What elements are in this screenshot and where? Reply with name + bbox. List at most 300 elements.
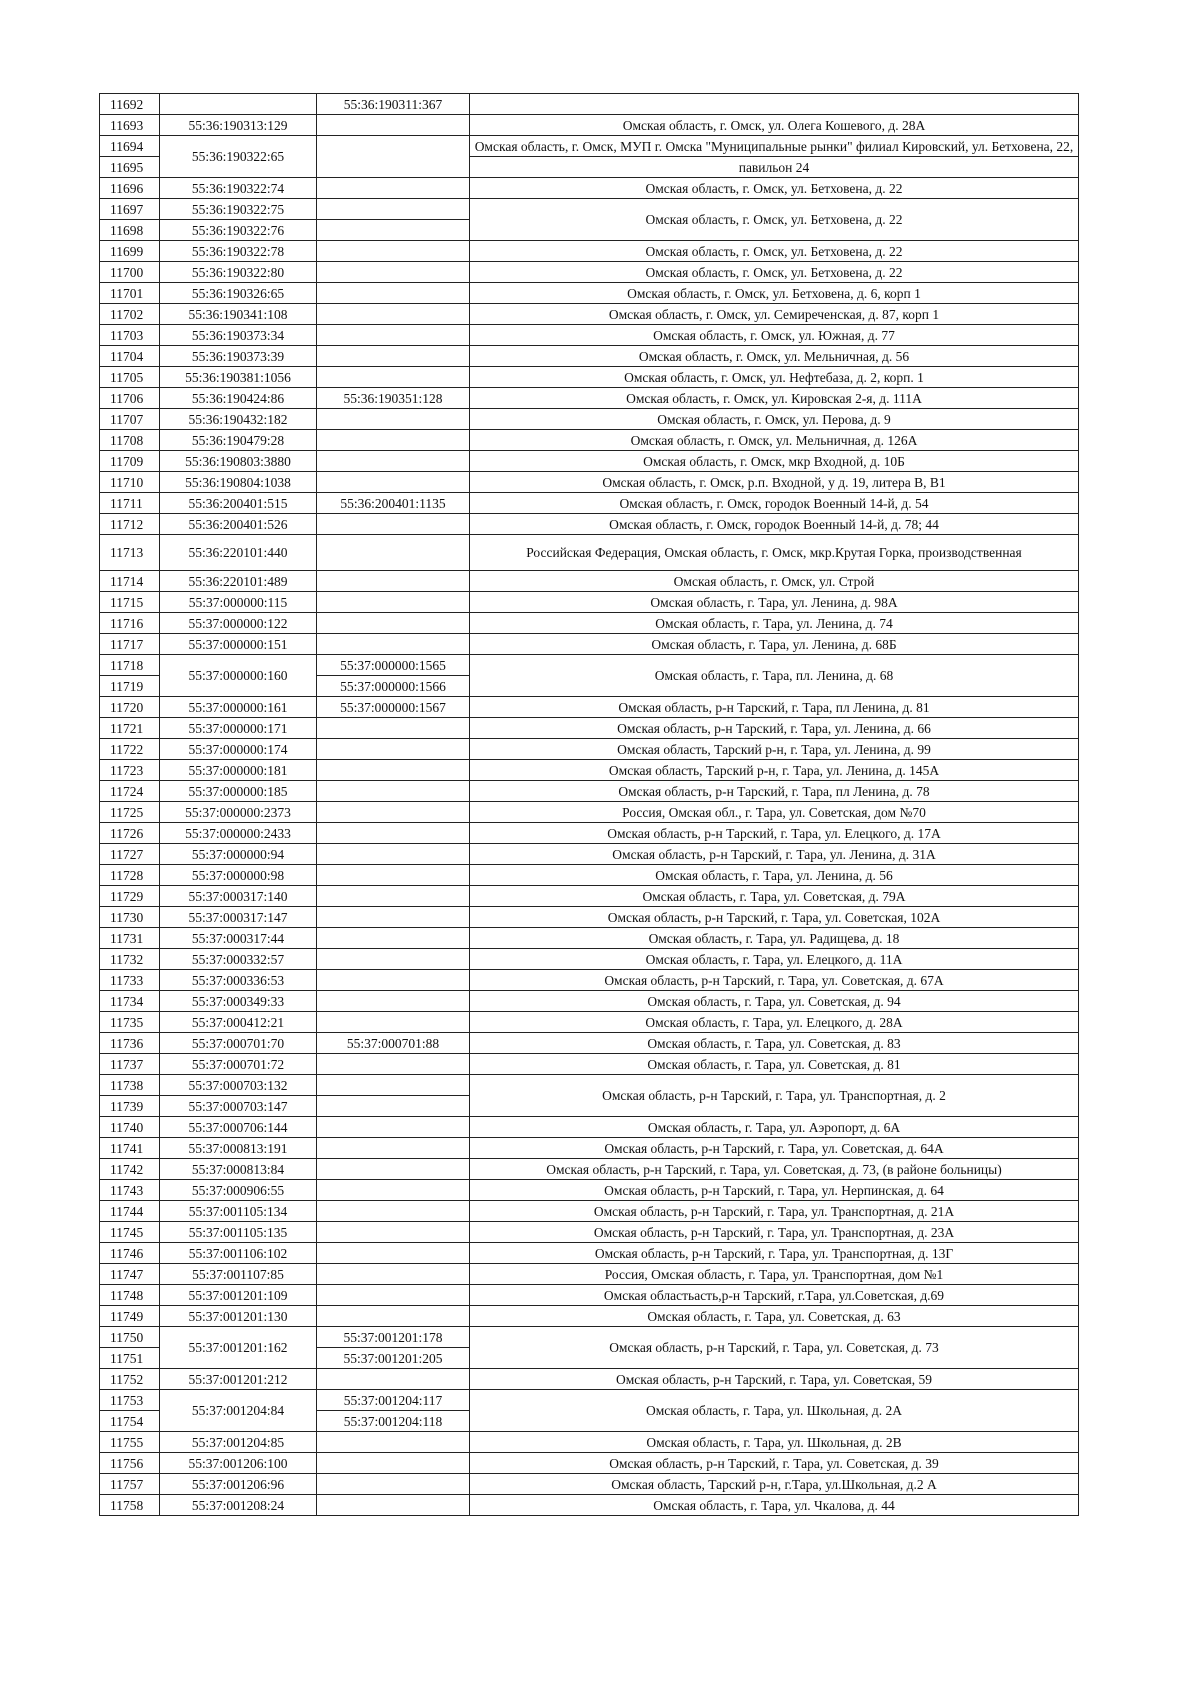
row-number: 11736 [100,1033,160,1054]
address: Омская область, р-н Тарский, г. Тара, ул. Советская, д. 67А [470,970,1079,991]
row-number: 11742 [100,1159,160,1180]
table-row [100,1138,1079,1159]
related-cadastral-number [317,970,470,991]
row-number: 11747 [100,1264,160,1285]
row-number: 11718 [100,655,160,676]
row-number: 11705 [100,367,160,388]
table-row [100,1306,1079,1327]
related-cadastral-number [317,592,470,613]
address: Омская область, г. Тара, ул. Советская, д. 63 [470,1306,1079,1327]
table-row [100,697,1079,718]
address: Омская область, г. Омск, МУП г. Омска "Муниципальные рынки" филиал Кировский, ул. Бетховена, 22, [470,136,1079,157]
related-cadastral-number [317,718,470,739]
row-number: 11737 [100,1054,160,1075]
address: Омская область, г. Омск, городок Военный 14-й, д. 54 [470,493,1079,514]
related-cadastral-number [317,241,470,262]
cadastral-number: 55:36:190373:34 [160,325,317,346]
address: Омская область, г. Омск, ул. Бетховена, д. 22 [470,199,1079,241]
cadastral-number: 55:37:000000:94 [160,844,317,865]
cadastral-number: 55:37:001106:102 [160,1243,317,1264]
cadastral-number: 55:37:000703:132 [160,1075,317,1096]
related-cadastral-number [317,304,470,325]
row-number: 11711 [100,493,160,514]
address: Омская область, г. Тара, ул. Советская, д. 94 [470,991,1079,1012]
cadastral-number: 55:37:000000:185 [160,781,317,802]
row-number: 11757 [100,1474,160,1495]
table-row [100,1117,1079,1138]
cadastral-number: 55:37:000000:174 [160,739,317,760]
row-number: 11720 [100,697,160,718]
address: Омская область, г. Омск, ул. Строй [470,571,1079,592]
related-cadastral-number [317,472,470,493]
table-row [100,886,1079,907]
address: Омская область, г. Омск, ул. Кировская 2-я, д. 111А [470,388,1079,409]
cadastral-number: 55:36:200401:515 [160,493,317,514]
related-cadastral-number [317,409,470,430]
cadastral-number: 55:37:001208:24 [160,1495,317,1516]
related-cadastral-number [317,136,470,178]
related-cadastral-number [317,1306,470,1327]
cadastral-number: 55:37:001206:100 [160,1453,317,1474]
address: Омская область, г. Тара, ул. Ленина, д. 98А [470,592,1079,613]
cadastral-number: 55:37:000000:160 [160,655,317,697]
address: Омская область, р-н Тарский, г. Тара, ул. Советская, 59 [470,1369,1079,1390]
row-number: 11692 [100,94,160,115]
table-row [100,262,1079,283]
address: Омская область, р-н Тарский, г. Тара, ул. Советская, 102А [470,907,1079,928]
row-number: 11727 [100,844,160,865]
address: Россия, Омская область, г. Тара, ул. Транспортная, дом №1 [470,1264,1079,1285]
address: Омская область, г. Омск, ул. Семиреченская, д. 87, корп 1 [470,304,1079,325]
row-number: 11758 [100,1495,160,1516]
row-number: 11713 [100,535,160,571]
related-cadastral-number: 55:37:000000:1565 [317,655,470,676]
table-row [100,802,1079,823]
table-row [100,1453,1079,1474]
table-row [100,907,1079,928]
row-number: 11704 [100,346,160,367]
table-row [100,1243,1079,1264]
cadastral-number: 55:37:000000:161 [160,697,317,718]
cadastral-number: 55:37:001201:130 [160,1306,317,1327]
address: Омская область, г. Тара, ул. Ленина, д. 68Б [470,634,1079,655]
table-row [100,409,1079,430]
table-row [100,178,1079,199]
row-number: 11735 [100,1012,160,1033]
address: Омская область, г. Омск, ул. Бетховена, д. 6, корп 1 [470,283,1079,304]
cadastral-number: 55:36:190424:86 [160,388,317,409]
row-number: 11730 [100,907,160,928]
cadastral-number: 55:37:000000:122 [160,613,317,634]
table-row [100,472,1079,493]
table-row [100,1495,1079,1516]
cadastral-number: 55:37:000706:144 [160,1117,317,1138]
table-row [100,1474,1079,1495]
cadastral-number: 55:37:000000:115 [160,592,317,613]
row-number: 11722 [100,739,160,760]
cadastral-number: 55:37:000000:2433 [160,823,317,844]
row-number: 11721 [100,718,160,739]
related-cadastral-number [317,1264,470,1285]
row-number: 11715 [100,592,160,613]
cadastral-number: 55:37:001105:134 [160,1201,317,1222]
table-row [100,1222,1079,1243]
cadastral-number: 55:36:190479:28 [160,430,317,451]
cadastral-number: 55:37:001107:85 [160,1264,317,1285]
cadastral-number: 55:37:000317:44 [160,928,317,949]
table-row [100,430,1079,451]
related-cadastral-number: 55:37:001204:117 [317,1390,470,1411]
address: Омская область, г. Тара, ул. Школьная, д. 2В [470,1432,1079,1453]
address: Омская область, г. Омск, ул. Мельничная, д. 126А [470,430,1079,451]
table-row [100,451,1079,472]
related-cadastral-number [317,1117,470,1138]
related-cadastral-number [317,613,470,634]
address: Омская область, р-н Тарский, г. Тара, ул. Ленина, д. 31А [470,844,1079,865]
row-number: 11697 [100,199,160,220]
table-row [100,781,1079,802]
address: Омская область, р-н Тарский, г. Тара, пл Ленина, д. 81 [470,697,1079,718]
related-cadastral-number [317,115,470,136]
cadastral-number: 55:36:190373:39 [160,346,317,367]
address: Омская область, г. Омск, р.п. Входной, у д. 19, литера В, В1 [470,472,1079,493]
row-number: 11754 [100,1411,160,1432]
address: Омская область, р-н Тарский, г. Тара, ул. Советская, д. 39 [470,1453,1079,1474]
related-cadastral-number [317,1222,470,1243]
address: Омская область, Тарский р-н, г. Тара, ул. Ленина, д. 99 [470,739,1079,760]
related-cadastral-number [317,1474,470,1495]
row-number: 11728 [100,865,160,886]
address: Омская область, г. Омск, ул. Олега Кошевого, д. 28А [470,115,1079,136]
row-number: 11749 [100,1306,160,1327]
related-cadastral-number [317,220,470,241]
address: Омская область, г. Тара, ул. Школьная, д. 2А [470,1390,1079,1432]
cadastral-number: 55:37:001204:85 [160,1432,317,1453]
table-row [100,493,1079,514]
row-number: 11693 [100,115,160,136]
row-number: 11717 [100,634,160,655]
address: Омская областьасть,р-н Тарский, г.Тара, ул.Советская, д.69 [470,1285,1079,1306]
cadastral-number: 55:37:000000:151 [160,634,317,655]
table-row [100,388,1079,409]
table-row [100,634,1079,655]
address: Омская область, г. Омск, ул. Бетховена, д. 22 [470,262,1079,283]
row-number: 11698 [100,220,160,241]
related-cadastral-number [317,1453,470,1474]
address: Омская область, г. Омск, ул. Бетховена, д. 22 [470,178,1079,199]
address: Омская область, г. Тара, ул. Советская, д. 81 [470,1054,1079,1075]
related-cadastral-number [317,823,470,844]
address: Россия, Омская обл., г. Тара, ул. Советская, дом №70 [470,802,1079,823]
row-number: 11746 [100,1243,160,1264]
table-row [100,970,1079,991]
related-cadastral-number [317,1243,470,1264]
row-number: 11752 [100,1369,160,1390]
cadastral-number: 55:36:190322:78 [160,241,317,262]
table-row [100,367,1079,388]
row-number: 11729 [100,886,160,907]
related-cadastral-number [317,886,470,907]
address: Омская область, г. Тара, ул. Елецкого, д. 11А [470,949,1079,970]
address: Омская область, г. Тара, ул. Советская, д. 83 [470,1033,1079,1054]
related-cadastral-number [317,739,470,760]
related-cadastral-number [317,514,470,535]
table-row [100,1432,1079,1453]
row-number: 11751 [100,1348,160,1369]
table-row [100,1369,1079,1390]
table-row [100,991,1079,1012]
row-number: 11714 [100,571,160,592]
cadastral-number: 55:37:000000:98 [160,865,317,886]
table-row [100,514,1079,535]
row-number: 11695 [100,157,160,178]
row-number: 11724 [100,781,160,802]
cadastral-number: 55:37:001204:84 [160,1390,317,1432]
row-number: 11732 [100,949,160,970]
cadastral-number: 55:36:190322:74 [160,178,317,199]
row-number: 11700 [100,262,160,283]
related-cadastral-number: 55:37:001201:205 [317,1348,470,1369]
row-number: 11756 [100,1453,160,1474]
table-row [100,844,1079,865]
related-cadastral-number [317,949,470,970]
related-cadastral-number [317,1285,470,1306]
related-cadastral-number [317,1012,470,1033]
address: Омская область, г. Тара, ул. Аэропорт, д. 6А [470,1117,1079,1138]
row-number: 11743 [100,1180,160,1201]
related-cadastral-number [317,634,470,655]
related-cadastral-number [317,1054,470,1075]
address: Омская область, р-н Тарский, г. Тара, ул. Транспортная, д. 21А [470,1201,1079,1222]
related-cadastral-number [317,1369,470,1390]
table-row [100,1012,1079,1033]
cadastral-number: 55:36:190322:80 [160,262,317,283]
cadastral-number: 55:36:190381:1056 [160,367,317,388]
related-cadastral-number [317,1432,470,1453]
table-row [100,928,1079,949]
row-number: 11748 [100,1285,160,1306]
related-cadastral-number: 55:36:200401:1135 [317,493,470,514]
address: павильон 24 [470,157,1079,178]
row-number: 11708 [100,430,160,451]
table-row [100,325,1079,346]
related-cadastral-number: 55:37:000000:1566 [317,676,470,697]
row-number: 11706 [100,388,160,409]
table-row [100,136,1079,157]
related-cadastral-number [317,346,470,367]
registry-table [99,93,1079,1516]
table-row [100,1054,1079,1075]
address: Омская область, г. Омск, ул. Нефтебаза, д. 2, корп. 1 [470,367,1079,388]
table-row [100,1327,1079,1348]
table-row [100,241,1079,262]
cadastral-number: 55:37:000000:171 [160,718,317,739]
cadastral-number: 55:37:000813:84 [160,1159,317,1180]
address: Омская область, г. Тара, ул. Чкалова, д. 44 [470,1495,1079,1516]
cadastral-number: 55:37:000000:2373 [160,802,317,823]
cadastral-number: 55:36:190322:65 [160,136,317,178]
address: Омская область, р-н Тарский, г. Тара, ул. Ленина, д. 66 [470,718,1079,739]
related-cadastral-number [317,199,470,220]
related-cadastral-number [317,802,470,823]
row-number: 11726 [100,823,160,844]
address: Омская область, г. Тара, ул. Советская, д. 79А [470,886,1079,907]
address: Омская область, р-н Тарский, г. Тара, ул. Советская, д. 64А [470,1138,1079,1159]
address: Омская область, г. Тара, ул. Ленина, д. 74 [470,613,1079,634]
cadastral-number: 55:36:190803:3880 [160,451,317,472]
related-cadastral-number [317,991,470,1012]
cadastral-number: 55:37:000000:181 [160,760,317,781]
address: Омская область, р-н Тарский, г. Тара, ул. Транспортная, д. 23А [470,1222,1079,1243]
cadastral-number: 55:36:220101:489 [160,571,317,592]
cadastral-number: 55:36:190432:182 [160,409,317,430]
address: Омская область, р-н Тарский, г. Тара, ул. Транспортная, д. 2 [470,1075,1079,1117]
related-cadastral-number [317,1201,470,1222]
table-row [100,613,1079,634]
cadastral-number [160,94,317,115]
row-number: 11696 [100,178,160,199]
cadastral-number: 55:36:220101:440 [160,535,317,571]
address: Омская область, Тарский р-н, г.Тара, ул.Школьная, д.2 А [470,1474,1079,1495]
related-cadastral-number [317,1075,470,1096]
table-row [100,865,1079,886]
address [470,94,1079,115]
related-cadastral-number [317,760,470,781]
table-row [100,592,1079,613]
cadastral-number: 55:37:000349:33 [160,991,317,1012]
cadastral-number: 55:36:190322:75 [160,199,317,220]
row-number: 11734 [100,991,160,1012]
table-row [100,718,1079,739]
table-row [100,1390,1079,1411]
related-cadastral-number [317,1495,470,1516]
cadastral-number: 55:36:190341:108 [160,304,317,325]
table-row [100,94,1079,115]
related-cadastral-number: 55:37:000701:88 [317,1033,470,1054]
related-cadastral-number [317,907,470,928]
related-cadastral-number [317,535,470,571]
cadastral-number: 55:37:000906:55 [160,1180,317,1201]
registry-table-body [100,94,1079,1516]
related-cadastral-number: 55:36:190351:128 [317,388,470,409]
related-cadastral-number [317,367,470,388]
related-cadastral-number [317,451,470,472]
table-row [100,535,1079,571]
cadastral-number: 55:37:000336:53 [160,970,317,991]
related-cadastral-number [317,1138,470,1159]
address: Омская область, г. Омск, городок Военный 14-й, д. 78; 44 [470,514,1079,535]
address: Омская область, г. Тара, пл. Ленина, д. 68 [470,655,1079,697]
cadastral-number: 55:37:000317:147 [160,907,317,928]
related-cadastral-number [317,283,470,304]
table-row [100,283,1079,304]
row-number: 11750 [100,1327,160,1348]
address: Омская область, г. Тара, ул. Радищева, д. 18 [470,928,1079,949]
cadastral-number: 55:36:190804:1038 [160,472,317,493]
row-number: 11719 [100,676,160,697]
cadastral-number: 55:36:200401:526 [160,514,317,535]
cadastral-number: 55:37:000813:191 [160,1138,317,1159]
address: Омская область, г. Тара, ул. Елецкого, д. 28А [470,1012,1079,1033]
address: Российская Федерация, Омская область, г. Омск, мкр.Крутая Горка, производственная [470,535,1079,571]
related-cadastral-number: 55:37:001201:178 [317,1327,470,1348]
address: Омская область, Тарский р-н, г. Тара, ул. Ленина, д. 145А [470,760,1079,781]
address: Омская область, г. Тара, ул. Ленина, д. 56 [470,865,1079,886]
related-cadastral-number [317,865,470,886]
row-number: 11703 [100,325,160,346]
row-number: 11745 [100,1222,160,1243]
related-cadastral-number [317,844,470,865]
row-number: 11741 [100,1138,160,1159]
row-number: 11725 [100,802,160,823]
row-number: 11709 [100,451,160,472]
table-row [100,1180,1079,1201]
cadastral-number: 55:37:000332:57 [160,949,317,970]
cadastral-number: 55:36:190326:65 [160,283,317,304]
cadastral-number: 55:37:000701:72 [160,1054,317,1075]
row-number: 11740 [100,1117,160,1138]
row-number: 11744 [100,1201,160,1222]
row-number: 11739 [100,1096,160,1117]
table-row [100,571,1079,592]
table-row [100,1075,1079,1096]
row-number: 11707 [100,409,160,430]
cadastral-number: 55:37:001201:212 [160,1369,317,1390]
row-number: 11723 [100,760,160,781]
related-cadastral-number: 55:37:001204:118 [317,1411,470,1432]
row-number: 11712 [100,514,160,535]
cadastral-number: 55:37:001201:109 [160,1285,317,1306]
address: Омская область, р-н Тарский, г. Тара, ул. Советская, д. 73, (в районе больницы) [470,1159,1079,1180]
row-number: 11738 [100,1075,160,1096]
row-number: 11710 [100,472,160,493]
address: Омская область, г. Омск, ул. Южная, д. 77 [470,325,1079,346]
table-row [100,115,1079,136]
address: Омская область, г. Омск, ул. Перова, д. 9 [470,409,1079,430]
address: Омская область, р-н Тарский, г. Тара, ул. Елецкого, д. 17А [470,823,1079,844]
table-row [100,1264,1079,1285]
cadastral-number: 55:37:000703:147 [160,1096,317,1117]
row-number: 11702 [100,304,160,325]
cadastral-number: 55:37:001105:135 [160,1222,317,1243]
row-number: 11701 [100,283,160,304]
related-cadastral-number: 55:37:000000:1567 [317,697,470,718]
table-row [100,199,1079,220]
row-number: 11753 [100,1390,160,1411]
table-row [100,304,1079,325]
table-row [100,1201,1079,1222]
table-row [100,655,1079,676]
row-number: 11694 [100,136,160,157]
cadastral-number: 55:37:000412:21 [160,1012,317,1033]
table-row [100,739,1079,760]
related-cadastral-number: 55:36:190311:367 [317,94,470,115]
cadastral-number: 55:37:001206:96 [160,1474,317,1495]
cadastral-number: 55:37:000317:140 [160,886,317,907]
related-cadastral-number [317,325,470,346]
related-cadastral-number [317,1096,470,1117]
cadastral-number: 55:36:190322:76 [160,220,317,241]
related-cadastral-number [317,430,470,451]
address: Омская область, р-н Тарский, г. Тара, ул. Советская, д. 73 [470,1327,1079,1369]
cadastral-number: 55:37:001201:162 [160,1327,317,1369]
related-cadastral-number [317,1159,470,1180]
address: Омская область, г. Омск, ул. Мельничная, д. 56 [470,346,1079,367]
row-number: 11731 [100,928,160,949]
cadastral-number: 55:37:000701:70 [160,1033,317,1054]
row-number: 11699 [100,241,160,262]
table-row [100,1033,1079,1054]
